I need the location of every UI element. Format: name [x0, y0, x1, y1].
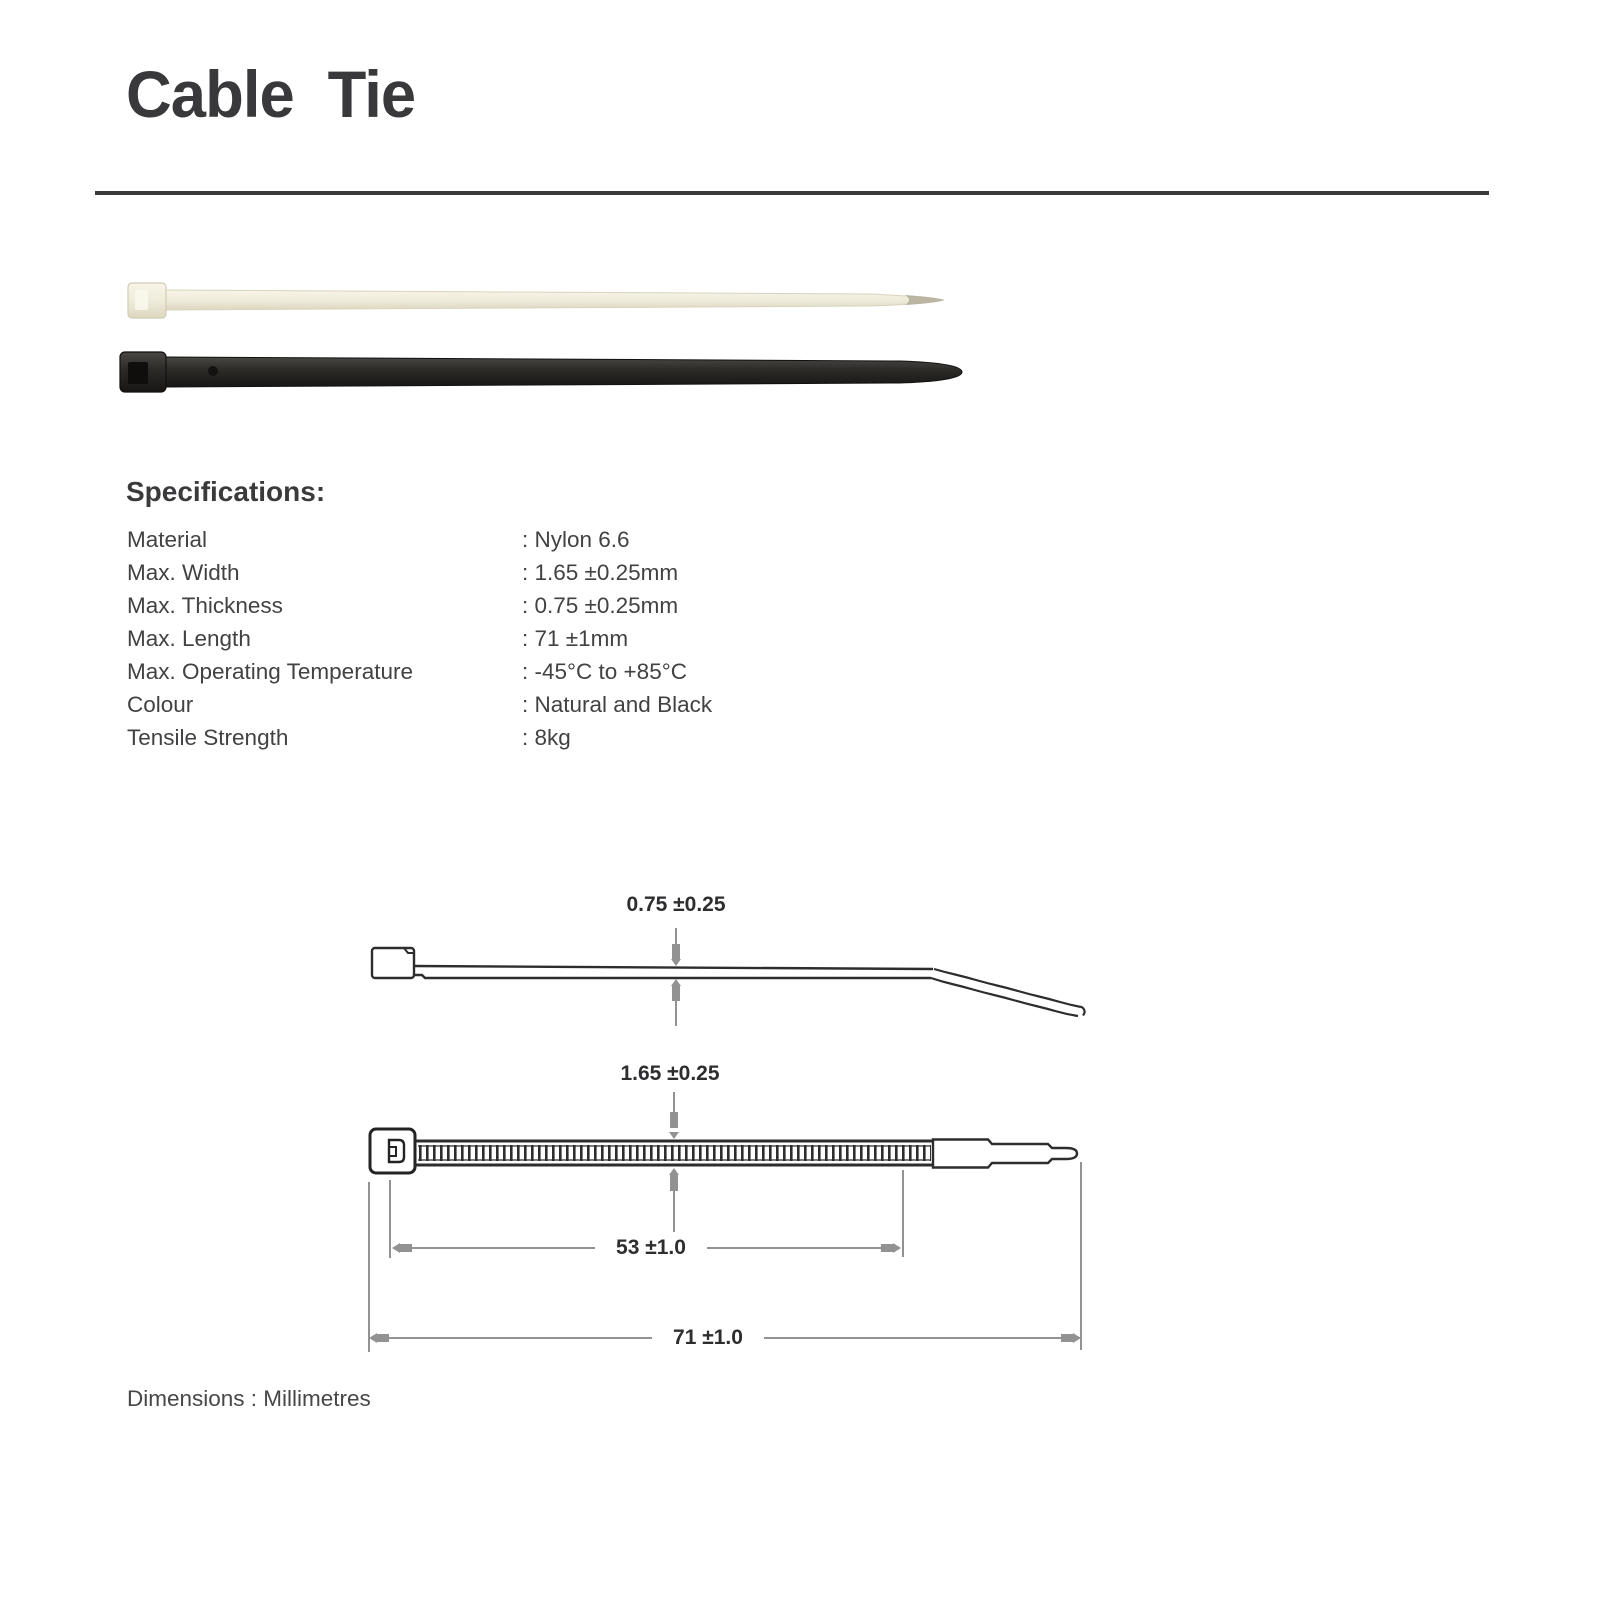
- black-cable-tie-photo: [120, 352, 962, 392]
- spec-row-max-thickness: [127, 589, 887, 622]
- spec-row-colour: [127, 688, 887, 721]
- spec-value: : 1.65 ±0.25mm: [522, 559, 679, 585]
- serrated-length-dimension: [392, 1234, 901, 1260]
- overall-length-dimension: [369, 1324, 1081, 1350]
- extension-lines: [369, 1162, 1081, 1352]
- technical-drawing: [340, 850, 1120, 1370]
- spec-value: : Natural and Black: [522, 691, 713, 717]
- top-view: [370, 1129, 1077, 1173]
- thickness-dim-label: 0.75 ±0.25: [626, 893, 726, 916]
- top-view-head: [370, 1129, 415, 1173]
- side-view-tail-bottom: [931, 978, 1078, 1016]
- natural-tie-head-slot: [135, 290, 148, 310]
- black-tie-head-slot: [128, 362, 148, 384]
- black-tie-strap: [166, 357, 962, 387]
- serrated-length-dim-label: 53 ±1.0: [616, 1236, 686, 1259]
- spec-label: Max. Length: [127, 625, 251, 651]
- side-view-strap-bottom: [414, 975, 931, 978]
- spec-value: : 0.75 ±0.25mm: [522, 592, 679, 618]
- spec-label: Max. Operating Temperature: [127, 658, 413, 684]
- spec-row-material: [127, 523, 887, 556]
- spec-row-max-width: [127, 556, 887, 589]
- overall-length-dim-label: 71 ±1.0: [673, 1326, 743, 1349]
- spec-label: Tensile Strength: [127, 724, 289, 750]
- spec-value: : Nylon 6.6: [522, 526, 630, 552]
- spec-row-max-length: [127, 622, 887, 655]
- dimensions-unit-note: Dimensions : Millimetres: [127, 1386, 371, 1411]
- specifications-heading: Specifications:: [126, 476, 326, 507]
- top-view-serrations: [419, 1145, 931, 1161]
- spec-label: Max. Width: [127, 559, 240, 585]
- spec-label: Colour: [127, 691, 194, 717]
- title-divider: [95, 191, 1489, 195]
- spec-label: Material: [127, 526, 208, 552]
- natural-tie-tip: [905, 295, 944, 305]
- natural-tie-strap: [166, 290, 944, 310]
- spec-value: : -45°C to +85°C: [522, 658, 687, 684]
- spec-value: : 71 ±1mm: [522, 625, 629, 651]
- spec-value: : 8kg: [522, 724, 571, 750]
- side-view-strap-top: [414, 966, 933, 969]
- specifications-table: [127, 523, 887, 754]
- spec-label: Max. Thickness: [127, 592, 283, 618]
- side-view-tail-top: [934, 969, 1081, 1007]
- side-view: [372, 948, 1085, 1016]
- spec-row-tensile-strength: [127, 721, 887, 754]
- side-view-tail-tip: [1081, 1007, 1085, 1016]
- top-view-tip: [933, 1140, 1077, 1168]
- natural-cable-tie-photo: [128, 283, 944, 318]
- thickness-dimension: [626, 893, 725, 1026]
- page-title: Cable Tie: [126, 57, 416, 131]
- width-dim-label: 1.65 ±0.25: [620, 1062, 720, 1085]
- spec-row-max-operating-temperature: [127, 655, 887, 688]
- black-tie-strap-hole: [208, 366, 218, 376]
- product-photos: [100, 260, 1000, 410]
